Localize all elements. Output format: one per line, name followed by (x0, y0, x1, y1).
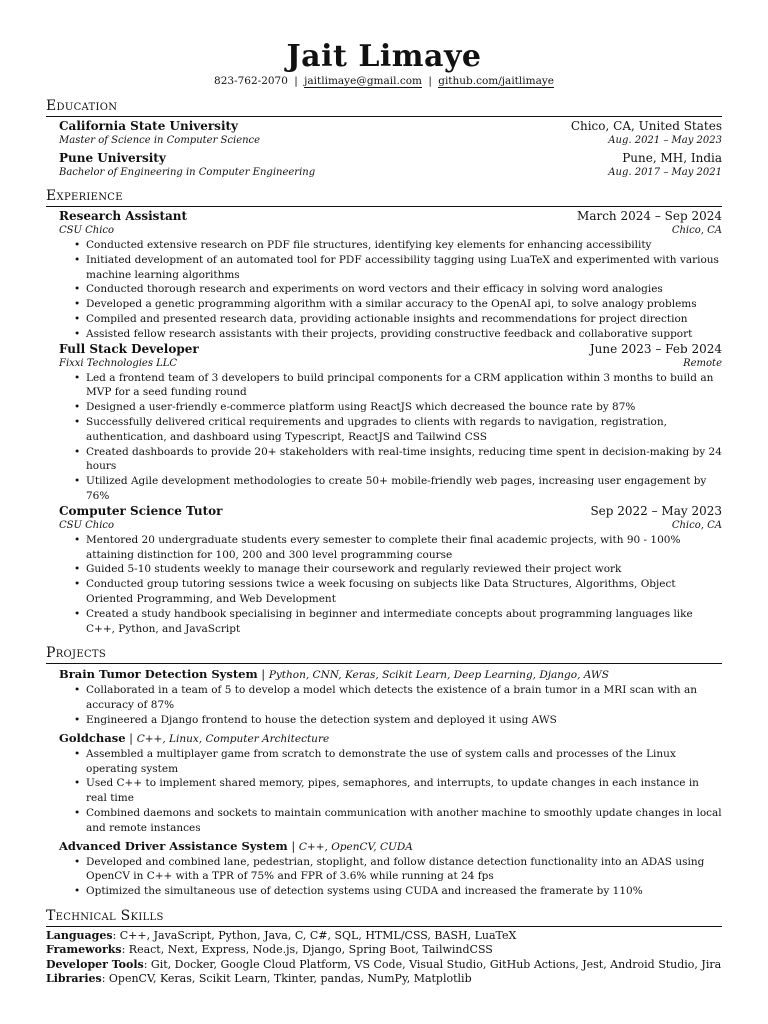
job-location: Remote (683, 357, 722, 369)
bullet-item: • Utilized Agile development methodologies to create 50+ mobile-friendly web pages, increasing user engagement by 76% (86, 474, 722, 504)
section-title: Technical Skills (46, 908, 722, 927)
github-link[interactable]: github.com/jaitlimaye (438, 75, 554, 87)
education-entry (46, 119, 722, 148)
project-entry (46, 839, 722, 899)
section-title: Projects (46, 645, 722, 664)
bullet-item: • Conducted group tutoring sessions twice a week focusing on subjects like Data Structures, Algorithms, Object Oriented Programming, and Web Development (86, 577, 722, 607)
experience-entry (46, 342, 722, 504)
separator: | (129, 730, 134, 745)
bullet-list (59, 533, 722, 637)
contact-line (46, 74, 722, 88)
skill-values: : OpenCV, Keras, Scikit Learn, Tkinter, pandas, NumPy, Matplotlib (101, 972, 472, 986)
experience-section (46, 188, 722, 636)
resume-page (46, 40, 722, 987)
job-dates: June 2023 – Feb 2024 (589, 341, 722, 356)
experience-entry (46, 209, 722, 342)
bullet-item: • Assisted fellow research assistants with their projects, providing constructive feedback and collaborative support (86, 327, 722, 342)
separator: | (291, 838, 296, 853)
degree: Bachelor of Engineering in Computer Engineering (59, 167, 316, 178)
bullet-item: • Developed a genetic programming algorithm with a similar accuracy to the OpenAI api, to solve analogy problems (86, 297, 722, 312)
degree: Master of Science in Computer Science (59, 135, 261, 146)
employer: CSU Chico (59, 225, 115, 236)
project-name: Advanced Driver Assistance System (59, 838, 288, 853)
experience-entry (46, 504, 722, 637)
separator: | (428, 75, 432, 87)
section-title: Experience (46, 188, 722, 207)
skill-label: Frameworks (46, 943, 122, 957)
bullet-item: • Initiated development of an automated tool for PDF accessibility tagging using LuaTeX and experimented with various machine learning algorithms (86, 253, 722, 283)
bullet-item: • Created dashboards to provide 20+ stakeholders with real-time insights, reducing time spent in decision-making by 24 hours (86, 445, 722, 475)
education-dates: Aug. 2021 – May 2023 (608, 135, 722, 146)
projects-section (46, 645, 722, 899)
separator: | (261, 667, 266, 682)
bullet-item: • Led a frontend team of 3 developers to build principal components for a CRM application within 3 months to build an MVP for a seed funding round (86, 371, 722, 401)
bullet-item: • Designed a user-friendly e-commerce platform using ReactJS which decreased the bounce rate by 87% (86, 400, 722, 415)
skill-values: : Git, Docker, Google Cloud Platform, VS Code, Visual Studio, GitHub Actions, Jest, Android Studio, Jira (143, 957, 722, 971)
job-location: Chico, CA (671, 225, 722, 236)
job-title: Computer Science Tutor (59, 503, 223, 518)
job-dates: Sep 2022 – May 2023 (590, 503, 722, 518)
bullet-list (59, 747, 722, 836)
bullet-item: • Compiled and presented research data, providing actionable insights and recommendations for project direction (86, 312, 722, 327)
bullet-item: • Combined daemons and sockets to maintain communication with another machine to smoothly update changes in local and remote instances (86, 806, 722, 836)
bullet-item: • Guided 5-10 students weekly to manage their coursework and regularly reviewed their project work (86, 562, 722, 577)
section-title: Education (46, 98, 722, 117)
project-name: Goldchase (59, 730, 126, 745)
education-entry (46, 151, 722, 180)
project-tech: C++, Linux, Computer Architecture (136, 732, 330, 745)
project-tech: Python, CNN, Keras, Scikit Learn, Deep Learning, Django, AWS (268, 669, 609, 682)
email-link[interactable]: jaitlimaye@gmail.com (304, 75, 422, 87)
project-entry (46, 731, 722, 836)
bullet-list (59, 238, 722, 342)
skill-values: : C++, JavaScript, Python, Java, C, C#, SQL, HTML/CSS, BASH, LuaTeX (112, 928, 517, 942)
school-name: California State University (59, 119, 239, 133)
phone-number: 823-762-2070 (214, 75, 288, 87)
skill-label: Developer Tools (46, 957, 144, 971)
skill-row-libraries (46, 972, 722, 987)
skill-row-languages (46, 929, 722, 944)
bullet-item: • Collaborated in a team of 5 to develop a model which detects the existence of a brain tumor in a MRI scan with an accuracy of 87% (86, 683, 722, 713)
bullet-list (59, 683, 722, 727)
bullet-item: • Successfully delivered critical requirements and upgrades to clients with regards to navigation, registration, authentication, and dashboard using Typescript, ReactJS and Tailwind CSS (86, 415, 722, 445)
bullet-item: • Optimized the simultaneous use of detection systems using CUDA and increased the framerate by 110% (86, 884, 722, 899)
skills-section (46, 908, 722, 987)
bullet-item: • Mentored 20 undergraduate students every semester to complete their final academic projects, with 90 - 100% attaining distinction for 100, 200 and 300 level programming course (86, 533, 722, 563)
bullet-item: • Conducted thorough research and experiments on word vectors and their efficacy in solving word analogies (86, 282, 722, 297)
skill-label: Languages (46, 928, 113, 942)
skill-row-developer-tools (46, 958, 722, 973)
job-dates: March 2024 – Sep 2024 (577, 209, 722, 223)
bullet-item: • Engineered a Django frontend to house the detection system and deployed it using AWS (86, 713, 722, 728)
candidate-name: Jait Limaye (286, 39, 482, 74)
bullet-list (59, 371, 722, 504)
employer: Fixxi Technologies LLC (59, 357, 178, 369)
school-location: Pune, MH, India (622, 151, 722, 165)
bullet-item: • Created a study handbook specialising in beginner and intermediate concepts about programming languages like C++, Python, and JavaScript (86, 607, 722, 637)
education-dates: Aug. 2017 – May 2021 (608, 167, 722, 178)
job-title: Research Assistant (59, 209, 188, 223)
education-section (46, 98, 722, 180)
school-location: Chico, CA, United States (570, 119, 722, 133)
job-location: Chico, CA (671, 519, 722, 531)
project-tech: C++, OpenCV, CUDA (298, 840, 413, 853)
bullet-item: • Conducted extensive research on PDF file structures, identifying key elements for enhancing accessibility (86, 238, 722, 253)
bullet-item: • Assembled a multiplayer game from scratch to demonstrate the use of system calls and processes of the Linux operating system (86, 747, 722, 777)
skill-label: Libraries (46, 972, 102, 986)
separator: | (294, 75, 298, 87)
skill-row-frameworks (46, 943, 722, 958)
employer: CSU Chico (59, 519, 115, 531)
job-title: Full Stack Developer (59, 341, 199, 356)
project-name: Brain Tumor Detection System (59, 667, 258, 682)
skill-values: : React, Next, Express, Node.js, Django, Spring Boot, TailwindCSS (121, 943, 493, 957)
bullet-item: • Used C++ to implement shared memory, pipes, semaphores, and interrupts, to update changes in each instance in real time (86, 776, 722, 806)
project-entry (46, 667, 722, 727)
school-name: Pune University (59, 151, 166, 165)
bullet-item: • Developed and combined lane, pedestrian, stoplight, and follow distance detection functionality into an ADAS using OpenCV in C++ with a TPR of 75% and FPR of 3.6% while running at 24 fps (86, 855, 722, 885)
bullet-list (59, 855, 722, 899)
